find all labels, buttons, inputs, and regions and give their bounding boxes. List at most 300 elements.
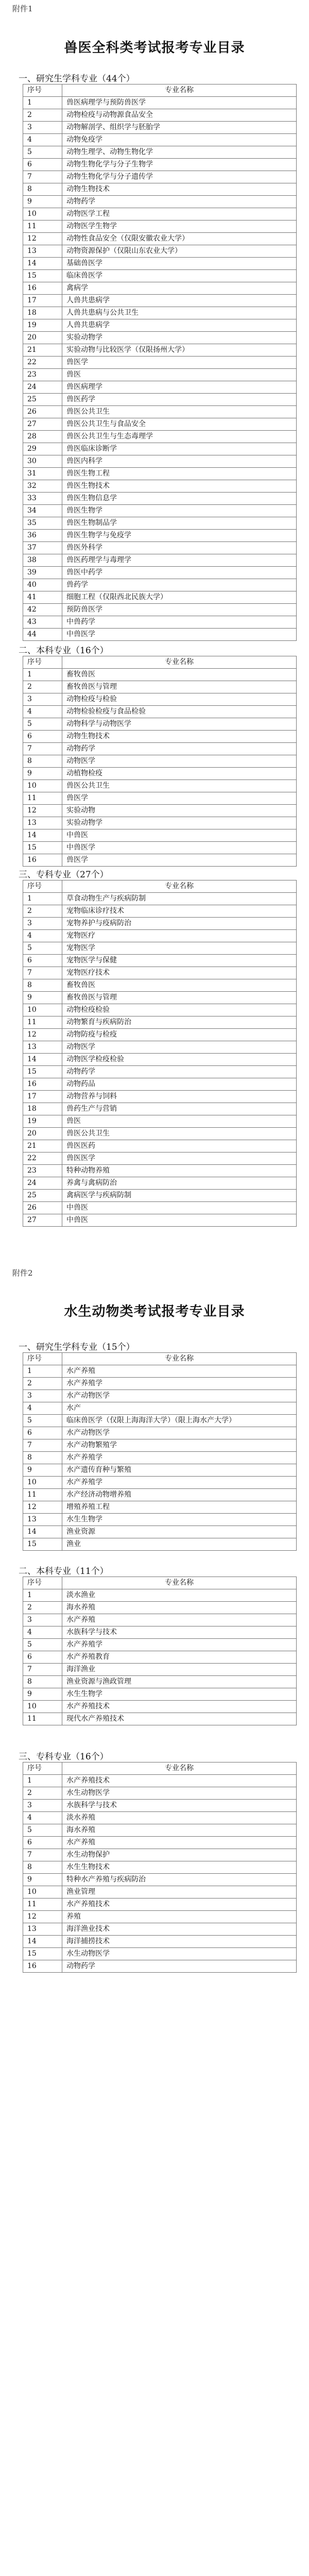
major-name: 海洋捕捞技术	[62, 1936, 297, 1948]
major-table	[23, 84, 297, 641]
row-number: 15	[23, 270, 62, 282]
row-number: 9	[23, 992, 62, 1004]
major-name: 海水养殖	[62, 1602, 297, 1614]
row-number: 12	[23, 1911, 62, 1923]
major-table	[23, 656, 297, 867]
major-name: 动物检疫检验	[62, 1004, 297, 1016]
table-row	[23, 171, 297, 183]
row-number: 1	[23, 1589, 62, 1602]
row-number: 32	[23, 480, 62, 493]
row-number: 4	[23, 134, 62, 146]
major-name: 人兽共患病学	[62, 295, 297, 307]
major-name: 兽医公共卫生	[62, 1128, 297, 1140]
table-row	[23, 681, 297, 693]
row-number: 5	[23, 146, 62, 159]
table-row	[23, 1177, 297, 1190]
major-name: 水产养殖教育	[62, 1651, 297, 1664]
major-name: 兽医公共卫生	[62, 406, 297, 418]
table-row	[23, 567, 297, 579]
table-row	[23, 517, 297, 530]
table-row	[23, 1029, 297, 1041]
major-name: 水生动物医学	[62, 1948, 297, 1960]
major-name: 特种动物养殖	[62, 1165, 297, 1177]
major-name: 兽医病理学	[62, 381, 297, 394]
row-number: 24	[23, 381, 62, 394]
row-number: 21	[23, 1140, 62, 1153]
row-number: 3	[23, 1800, 62, 1812]
major-name: 实验动物	[62, 805, 297, 817]
row-number: 1	[23, 97, 62, 109]
page-title: 水生动物类考试报考专业目录	[64, 1304, 245, 1319]
major-name: 水产养殖学	[62, 1639, 297, 1651]
major-name: 临床兽医学（仅限上海海洋大学）（限上海水产大学）	[62, 1415, 297, 1427]
table-row	[23, 1041, 297, 1054]
major-name: 水产动物医学	[62, 1390, 297, 1402]
row-number: 13	[23, 1041, 62, 1054]
row-number: 39	[23, 567, 62, 579]
row-number: 14	[23, 258, 62, 270]
table-row	[23, 1501, 297, 1514]
major-name: 动物解剖学、组织学与胚胎学	[62, 122, 297, 134]
table-row	[23, 221, 297, 233]
table-row	[23, 1936, 297, 1948]
table-row	[23, 979, 297, 992]
row-number: 25	[23, 394, 62, 406]
row-number: 11	[23, 1713, 62, 1725]
major-name: 宠物医学与保健	[62, 955, 297, 967]
row-number: 7	[23, 1664, 62, 1676]
major-name: 动物性食品安全（仅限安徽农业大学）	[62, 233, 297, 245]
table-row	[23, 1153, 297, 1165]
table-row	[23, 530, 297, 542]
major-name: 动物药学	[62, 196, 297, 208]
table-row	[23, 1091, 297, 1103]
major-name: 草食动物生产与疾病防制	[62, 893, 297, 905]
major-name: 兽医外科学	[62, 542, 297, 554]
row-number: 9	[23, 196, 62, 208]
major-name: 水生生物学	[62, 1688, 297, 1701]
column-header-no: 序号	[23, 1577, 62, 1589]
table-row	[23, 258, 297, 270]
major-name: 兽药生产与营销	[62, 1103, 297, 1115]
table-row	[23, 731, 297, 743]
major-name: 兽医药学	[62, 394, 297, 406]
major-name: 动物检疫与动物源食品安全	[62, 109, 297, 122]
major-name: 动物医学	[62, 1041, 297, 1054]
major-name: 水产养殖技术	[62, 1899, 297, 1911]
major-name: 水产养殖	[62, 1614, 297, 1626]
row-number: 3	[23, 122, 62, 134]
table-row	[23, 1948, 297, 1960]
table-row	[23, 942, 297, 955]
row-number: 8	[23, 755, 62, 768]
column-header-name: 专业名称	[62, 1762, 297, 1775]
major-name: 兽医药理学与毒理学	[62, 554, 297, 567]
row-number: 15	[23, 1948, 62, 1960]
table-row	[23, 1787, 297, 1800]
major-name: 兽医生物学	[62, 505, 297, 517]
table-row	[23, 1427, 297, 1439]
table-row	[23, 669, 297, 681]
major-name: 中兽医学	[62, 842, 297, 854]
table-row	[23, 295, 297, 307]
page-title: 兽医全科类考试报考专业目录	[64, 40, 245, 56]
row-number: 2	[23, 109, 62, 122]
attachment-label: 附件2	[12, 1268, 33, 1278]
major-name: 宠物医疗技术	[62, 967, 297, 979]
row-number: 25	[23, 1190, 62, 1202]
major-name: 兽医	[62, 1115, 297, 1128]
row-number: 16	[23, 1078, 62, 1091]
table-row	[23, 1214, 297, 1227]
major-name: 畜牧兽医与管理	[62, 681, 297, 693]
major-name: 宠物医学	[62, 942, 297, 955]
table-row	[23, 1202, 297, 1214]
table-row	[23, 159, 297, 171]
table-row	[23, 468, 297, 480]
table-row	[23, 768, 297, 780]
table-row	[23, 1886, 297, 1899]
major-name: 兽医公共卫生与食品安全	[62, 418, 297, 431]
major-name: 动物药学	[62, 1960, 297, 1973]
table-row	[23, 493, 297, 505]
table-row	[23, 955, 297, 967]
major-name: 畜牧兽医与管理	[62, 992, 297, 1004]
table-row	[23, 443, 297, 455]
table-row	[23, 319, 297, 332]
major-name: 兽医生物制品学	[62, 517, 297, 530]
table-row	[23, 1899, 297, 1911]
major-name: 水产	[62, 1402, 297, 1415]
row-number: 12	[23, 805, 62, 817]
row-number: 26	[23, 406, 62, 418]
table-row	[23, 1911, 297, 1923]
major-name: 水生生物技术	[62, 1861, 297, 1874]
table-row	[23, 1365, 297, 1378]
row-number: 43	[23, 616, 62, 629]
attachment-label: 附件1	[12, 4, 33, 13]
section-title: 一、研究生学科专业（15个）	[19, 1342, 135, 1352]
table-row	[23, 1538, 297, 1551]
table-row	[23, 1923, 297, 1936]
major-name: 水产养殖	[62, 1365, 297, 1378]
table-row	[23, 1004, 297, 1016]
major-name: 动物检验检疫与食品检验	[62, 706, 297, 718]
table-row	[23, 616, 297, 629]
major-name: 动物生理学、动物生物化学	[62, 146, 297, 159]
row-number: 3	[23, 918, 62, 930]
major-name: 实验动物学	[62, 817, 297, 829]
table-row	[23, 1402, 297, 1415]
row-number: 12	[23, 1501, 62, 1514]
row-number: 15	[23, 842, 62, 854]
major-name: 宠物养护与疫病防治	[62, 918, 297, 930]
row-number: 4	[23, 1402, 62, 1415]
row-number: 22	[23, 357, 62, 369]
table-row	[23, 780, 297, 792]
table-row	[23, 1664, 297, 1676]
table-row	[23, 718, 297, 731]
table-row	[23, 992, 297, 1004]
table-row	[23, 1066, 297, 1078]
major-name: 动植物检疫	[62, 768, 297, 780]
table-row	[23, 1874, 297, 1886]
row-number: 21	[23, 344, 62, 357]
column-header-no: 序号	[23, 84, 62, 97]
row-number: 3	[23, 693, 62, 706]
major-name: 增殖养殖工程	[62, 1501, 297, 1514]
major-name: 兽药学	[62, 579, 297, 591]
major-name: 预防兽医学	[62, 604, 297, 616]
major-name: 兽医生物信息学	[62, 493, 297, 505]
major-name: 水产养殖技术	[62, 1701, 297, 1713]
table-row	[23, 1514, 297, 1526]
major-table	[23, 880, 297, 1227]
row-number: 6	[23, 731, 62, 743]
column-header-name: 专业名称	[62, 656, 297, 669]
major-name: 人兽共患病学	[62, 319, 297, 332]
row-number: 4	[23, 930, 62, 942]
major-name: 兽医临床诊断学	[62, 443, 297, 455]
row-number: 28	[23, 431, 62, 443]
table-row	[23, 1812, 297, 1824]
row-number: 20	[23, 1128, 62, 1140]
table-row	[23, 893, 297, 905]
major-name: 动物生物技术	[62, 183, 297, 196]
table-row	[23, 245, 297, 258]
row-number: 2	[23, 905, 62, 918]
major-name: 现代水产养殖技术	[62, 1713, 297, 1725]
table-row	[23, 1614, 297, 1626]
row-number: 3	[23, 1614, 62, 1626]
row-number: 14	[23, 1936, 62, 1948]
table-row	[23, 344, 297, 357]
table-row	[23, 122, 297, 134]
major-name: 海洋渔业	[62, 1664, 297, 1676]
row-number: 2	[23, 1602, 62, 1614]
major-name: 动物繁育与疾病防治	[62, 1016, 297, 1029]
major-name: 动物医学	[62, 755, 297, 768]
column-header-no: 序号	[23, 1353, 62, 1365]
table-row	[23, 905, 297, 918]
table-row	[23, 1800, 297, 1812]
major-name: 兽医学	[62, 854, 297, 867]
row-number: 16	[23, 282, 62, 295]
table-row	[23, 282, 297, 295]
major-name: 动物医学检疫检验	[62, 1054, 297, 1066]
table-row	[23, 1960, 297, 1973]
row-number: 7	[23, 967, 62, 979]
table-row	[23, 431, 297, 443]
major-name: 淡水渔业	[62, 1589, 297, 1602]
row-number: 16	[23, 854, 62, 867]
row-number: 27	[23, 1214, 62, 1227]
row-number: 14	[23, 1526, 62, 1538]
major-name: 水产动物医学	[62, 1427, 297, 1439]
row-number: 11	[23, 1016, 62, 1029]
major-name: 动物生物化学与分子遗传学	[62, 171, 297, 183]
table-row	[23, 1824, 297, 1837]
table-row	[23, 817, 297, 829]
major-name: 兽医学	[62, 357, 297, 369]
major-name: 兽医	[62, 369, 297, 381]
row-number: 41	[23, 591, 62, 604]
row-number: 10	[23, 208, 62, 221]
row-number: 33	[23, 493, 62, 505]
major-name: 动物生物化学与分子生物学	[62, 159, 297, 171]
major-name: 动物药学	[62, 743, 297, 755]
table-row	[23, 418, 297, 431]
table-row	[23, 208, 297, 221]
row-number: 31	[23, 468, 62, 480]
table-row	[23, 1128, 297, 1140]
row-number: 9	[23, 768, 62, 780]
row-number: 7	[23, 171, 62, 183]
major-name: 水产养殖学	[62, 1378, 297, 1390]
row-number: 10	[23, 1886, 62, 1899]
table-row	[23, 579, 297, 591]
table-row	[23, 930, 297, 942]
table-row	[23, 1165, 297, 1177]
row-number: 37	[23, 542, 62, 554]
table-row	[23, 1464, 297, 1477]
row-number: 17	[23, 1091, 62, 1103]
column-header-name: 专业名称	[62, 1577, 297, 1589]
row-number: 8	[23, 1861, 62, 1874]
table-row	[23, 1651, 297, 1664]
major-name: 兽医生物学与免疫学	[62, 530, 297, 542]
major-name: 水产经济动物增养殖	[62, 1489, 297, 1501]
table-row	[23, 1477, 297, 1489]
table-row	[23, 554, 297, 567]
major-name: 养殖	[62, 1911, 297, 1923]
major-name: 渔业资源	[62, 1526, 297, 1538]
column-header-no: 序号	[23, 656, 62, 669]
row-number: 5	[23, 1824, 62, 1837]
table-row	[23, 1688, 297, 1701]
table-row	[23, 406, 297, 418]
column-header-no: 序号	[23, 880, 62, 893]
major-name: 禽病学	[62, 282, 297, 295]
table-row	[23, 146, 297, 159]
row-number: 26	[23, 1202, 62, 1214]
major-name: 水族科学与技术	[62, 1626, 297, 1639]
row-number: 1	[23, 893, 62, 905]
table-row	[23, 1190, 297, 1202]
major-name: 水产动物繁殖学	[62, 1439, 297, 1452]
row-number: 11	[23, 221, 62, 233]
row-number: 10	[23, 1004, 62, 1016]
row-number: 8	[23, 979, 62, 992]
major-name: 水产养殖技术	[62, 1775, 297, 1787]
major-name: 兽医医药	[62, 1140, 297, 1153]
table-row	[23, 829, 297, 842]
major-name: 兽医内科学	[62, 455, 297, 468]
row-number: 10	[23, 1477, 62, 1489]
table-row	[23, 693, 297, 706]
table-row	[23, 629, 297, 641]
row-number: 44	[23, 629, 62, 641]
major-name: 动物检疫与检验	[62, 693, 297, 706]
row-number: 6	[23, 1427, 62, 1439]
major-name: 动物防疫与检疫	[62, 1029, 297, 1041]
row-number: 34	[23, 505, 62, 517]
table-row	[23, 1378, 297, 1390]
major-name: 海洋渔业技术	[62, 1923, 297, 1936]
row-number: 6	[23, 159, 62, 171]
row-number: 11	[23, 792, 62, 805]
section-title: 一、研究生学科专业（44个）	[19, 74, 135, 84]
row-number: 42	[23, 604, 62, 616]
row-number: 17	[23, 295, 62, 307]
major-name: 水产遗传育种与繁殖	[62, 1464, 297, 1477]
major-table	[23, 1352, 297, 1551]
column-header-no: 序号	[23, 1762, 62, 1775]
table-row	[23, 706, 297, 718]
major-name: 人兽共患病与公共卫生	[62, 307, 297, 319]
major-name: 水生生物学	[62, 1514, 297, 1526]
table-row	[23, 805, 297, 817]
major-name: 渔业	[62, 1538, 297, 1551]
table-row	[23, 357, 297, 369]
major-name: 兽医病理学与预防兽医学	[62, 97, 297, 109]
table-row	[23, 1775, 297, 1787]
row-number: 5	[23, 1415, 62, 1427]
table-row	[23, 918, 297, 930]
row-number: 3	[23, 1390, 62, 1402]
column-header-name: 专业名称	[62, 1353, 297, 1365]
row-number: 14	[23, 1054, 62, 1066]
table-row	[23, 307, 297, 319]
major-name: 动物科学与动物医学	[62, 718, 297, 731]
row-number: 9	[23, 1688, 62, 1701]
table-row	[23, 97, 297, 109]
row-number: 6	[23, 1651, 62, 1664]
section-title: 二、本科专业（16个）	[19, 646, 109, 656]
table-row	[23, 1589, 297, 1602]
row-number: 4	[23, 1812, 62, 1824]
table-row	[23, 1837, 297, 1849]
table-row	[23, 183, 297, 196]
table-row	[23, 394, 297, 406]
table-row	[23, 233, 297, 245]
table-row	[23, 1016, 297, 1029]
table-row	[23, 505, 297, 517]
row-number: 2	[23, 1787, 62, 1800]
major-name: 中兽医学	[62, 629, 297, 641]
row-number: 4	[23, 706, 62, 718]
row-number: 13	[23, 1923, 62, 1936]
row-number: 7	[23, 1849, 62, 1861]
table-row	[23, 1489, 297, 1501]
table-row	[23, 134, 297, 146]
row-number: 1	[23, 1365, 62, 1378]
major-name: 兽医生物工程	[62, 468, 297, 480]
major-name: 基础兽医学	[62, 258, 297, 270]
major-name: 动物免疫学	[62, 134, 297, 146]
table-row	[23, 1103, 297, 1115]
row-number: 11	[23, 1899, 62, 1911]
table-row	[23, 1713, 297, 1725]
row-number: 10	[23, 1701, 62, 1713]
row-number: 29	[23, 443, 62, 455]
table-row	[23, 1054, 297, 1066]
row-number: 1	[23, 1775, 62, 1787]
section-title: 二、本科专业（11个）	[19, 1566, 109, 1577]
row-number: 11	[23, 1489, 62, 1501]
major-name: 实验动物与比较医学（仅限扬州大学）	[62, 344, 297, 357]
row-number: 18	[23, 307, 62, 319]
